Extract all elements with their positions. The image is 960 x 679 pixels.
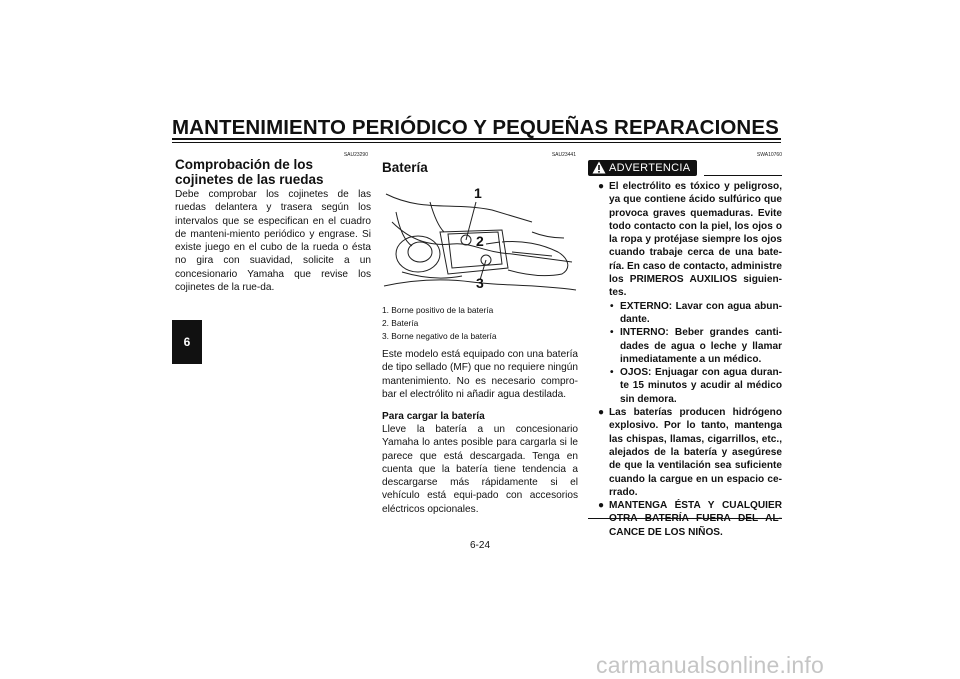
warning-top-rule: [704, 175, 782, 176]
subbullet-icon: •: [610, 300, 614, 312]
warning-subbullet-text: OJOS: Enjuagar con agua duran-te 15 minutos y acudir al médico sin demora.: [620, 367, 782, 405]
section-code: SAU23290: [343, 152, 368, 158]
warning-subbullet-text: INTERNO: Beber grandes canti-dades de agua o leche y llamar inmediatamente a un médico.: [620, 327, 782, 365]
warning-bullet-text: El electrólito es tóxico y peligroso, ya que contiene ácido sulfúrico que provoca graves quemaduras. Evite todo contacto con la piel, los ojos o la ropa y protéjase siempre los ojos cuando trabaje cerca de una bate-ría. En caso de contacto, administre los PRIMEROS AUXILIOS siguien-tes.: [609, 181, 782, 299]
warning-subbullet: [598, 300, 782, 327]
warning-subbullet-text: EXTERNO: Lavar con agua abun-dante.: [620, 300, 782, 325]
figure-label-1: 1: [474, 185, 482, 201]
warning-triangle-icon: [592, 161, 606, 174]
warning-bullet: [598, 180, 782, 300]
watermark: carmanualsonline.info: [596, 652, 824, 678]
warning-label: ADVERTENCIA: [609, 162, 691, 174]
bullet-icon: ●: [598, 181, 605, 192]
section-code: SAU23441: [551, 152, 576, 158]
bullet-icon: ●: [598, 500, 605, 512]
figure-label-2: 2: [476, 233, 484, 249]
section-body-wheel-bearings: Debe comprobar los cojinetes de las ruedas delantera y trasera según los intervalos que se especifican en el cuadro de manteni-miento periódico y engrase. Si existe juego en el cubo de la rueda o ésta no gira con suavidad, solicite a un concesionario Yamaha que revise los cojinetes de la rue-da.: [175, 189, 371, 294]
caption-3: 3. Borne negativo de la batería: [382, 330, 497, 341]
caption-2: 2. Batería: [382, 317, 419, 328]
battery-subheading: Para cargar la batería: [382, 411, 485, 422]
page-number: 6-24: [469, 540, 490, 551]
battery-illustration: [382, 182, 578, 300]
battery-paragraph-1: Este modelo está equipado con una batería de tipo sellado (MF) que no requiere ningún mantenimiento. No es necesario compro-bar el electrólito ni añadir agua destilada.: [382, 349, 578, 400]
page-title: MANTENIMIENTO PERIÓDICO Y PEQUEÑAS REPARACIONES: [172, 116, 779, 139]
warning-bullet: [598, 499, 782, 539]
warning-bullet: [598, 406, 782, 499]
warning-bottom-rule: [588, 518, 782, 519]
caption-1: 1. Borne positivo de la batería: [382, 305, 494, 315]
battery-paragraph-2: Lleve la batería a un concesionario Yamaha lo antes posible para cargarla si le parece que está descargada. Tenga en cuenta que la batería tiene tendencia a descargarse más rápidamente si el vehículo está equi-pado con accesorios eléctricos opcionales.: [382, 424, 578, 515]
warning-subbullet: [598, 326, 782, 366]
chapter-tab: 6: [172, 320, 202, 364]
figure-captions: [382, 304, 578, 342]
bullet-icon: ●: [598, 407, 605, 419]
subbullet-icon: •: [610, 367, 614, 379]
section-heading-battery: Batería: [382, 160, 428, 175]
warning-badge: [588, 160, 697, 176]
warning-bullet-text: MANTENGA ÉSTA Y CUALQUIER OTRA BATERÍA FUERA DEL AL-CANCE DE LOS NIÑOS.: [609, 500, 782, 538]
warning-body: [598, 180, 782, 539]
warning-bullet-text: Las baterías producen hidrógeno explosivo. Por lo tanto, mantenga las chispas, llamas, cigarrillos, etc., alejados de la batería y asegúrese de que la ventilación sea suficiente cuando la cargue en un espacio ce-rrado.: [609, 407, 782, 498]
header-rule-thin: [172, 142, 781, 143]
figure-label-3: 3: [476, 275, 484, 291]
section-heading-wheel-bearings: Comprobación de los cojinetes de las ruedas: [175, 157, 324, 187]
subbullet-icon: •: [610, 327, 614, 339]
warning-code: SWA10760: [756, 152, 782, 158]
header-rule: [172, 138, 781, 140]
warning-subbullet: [598, 366, 782, 406]
